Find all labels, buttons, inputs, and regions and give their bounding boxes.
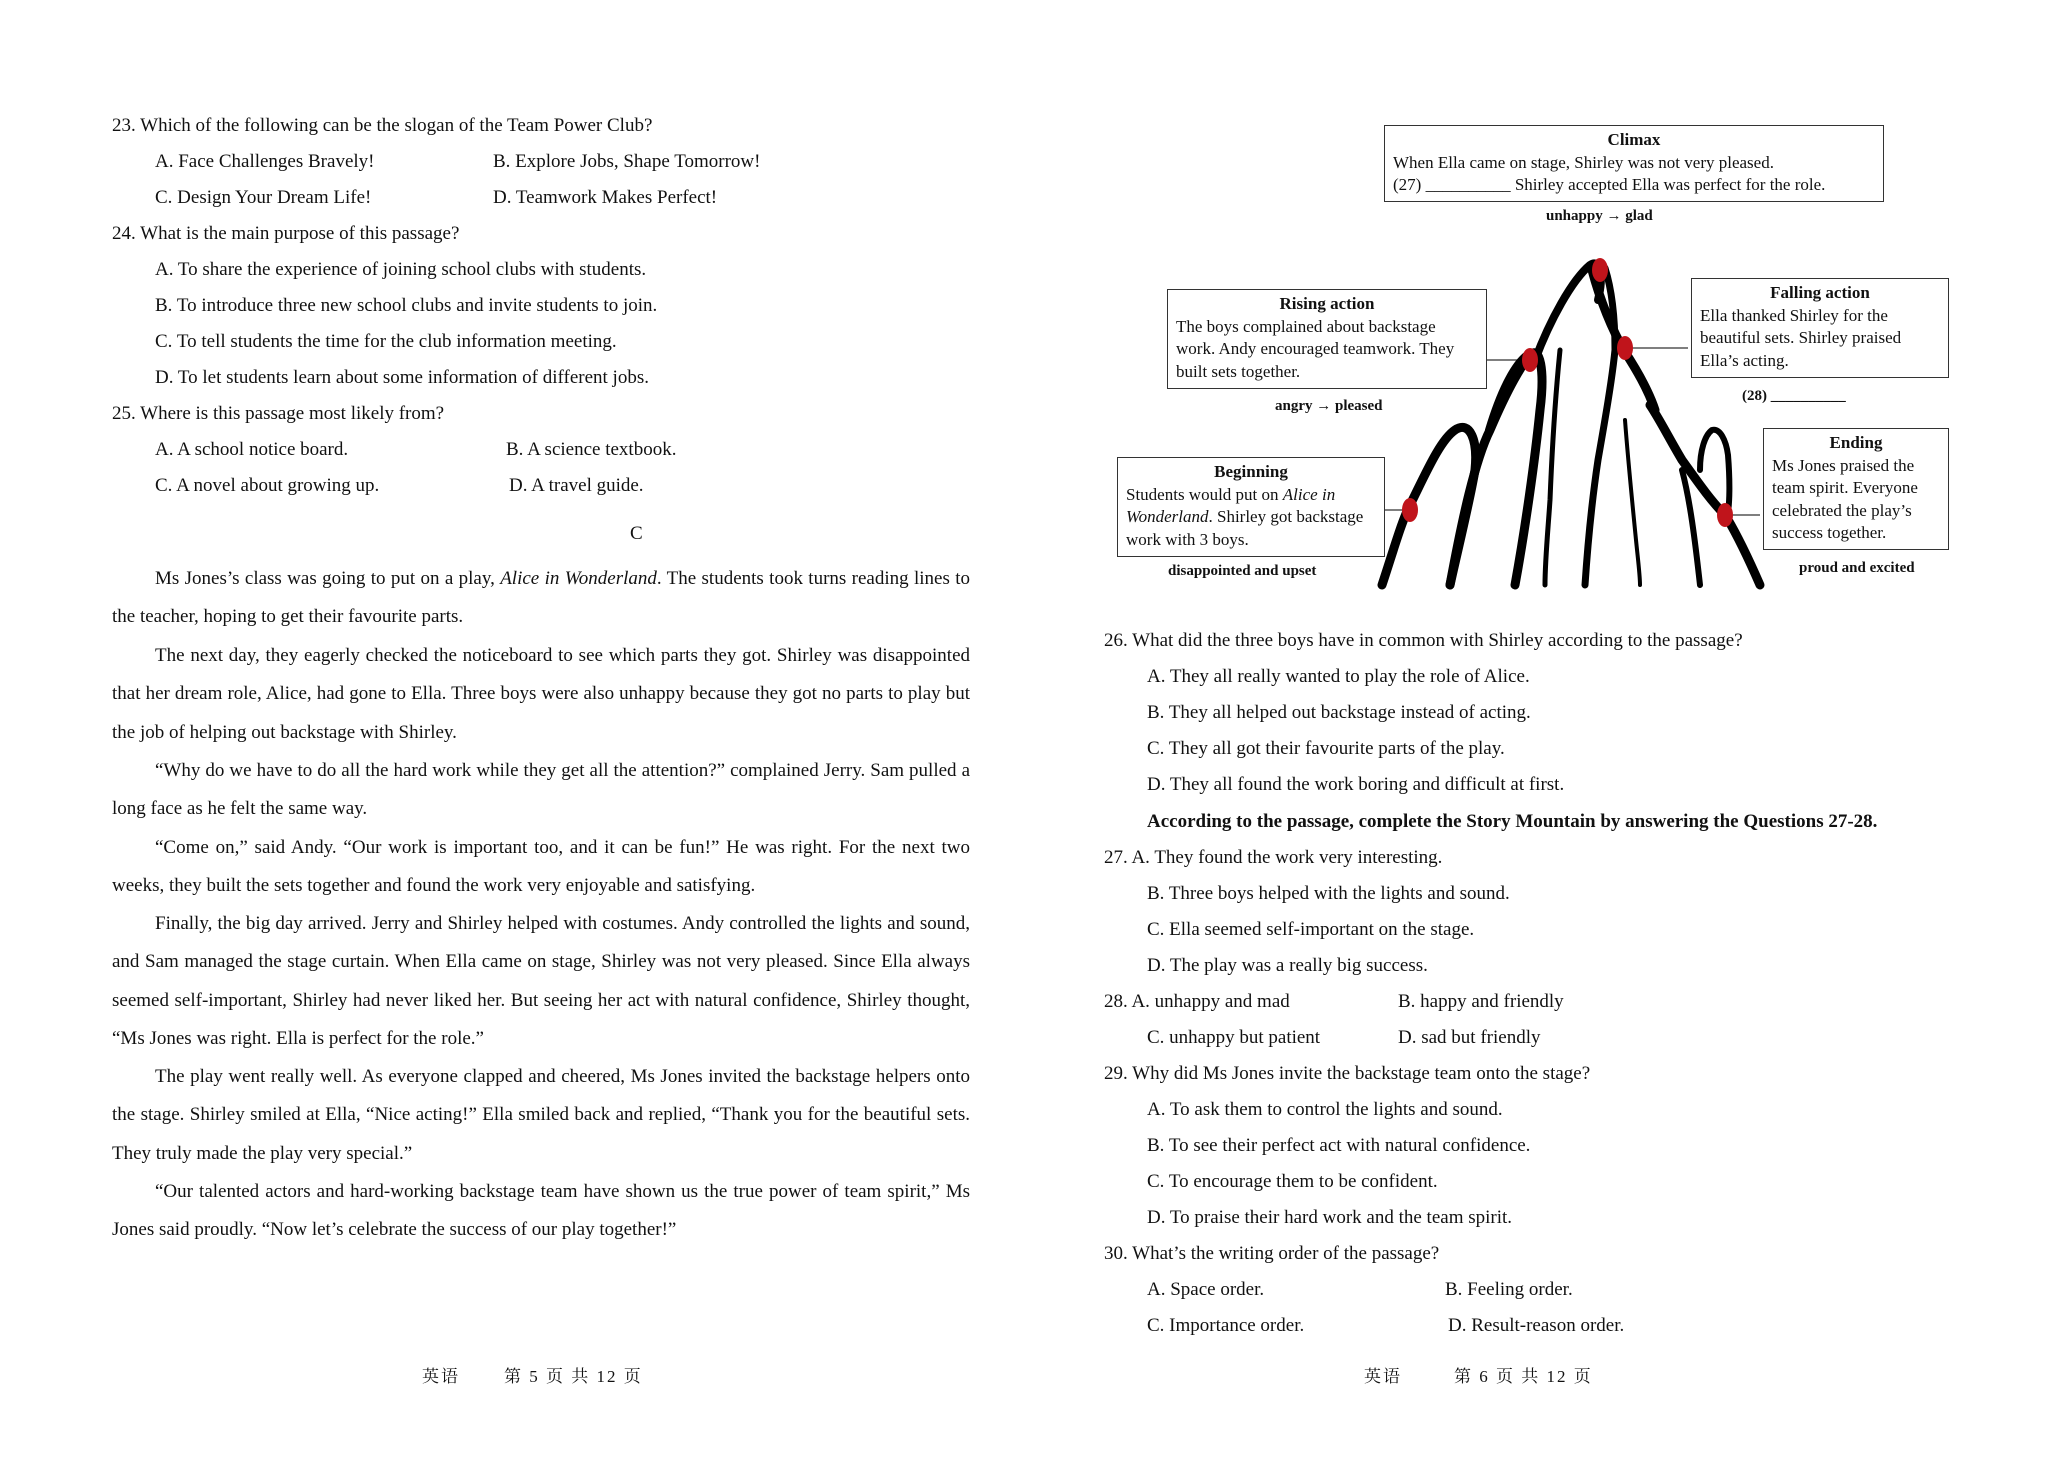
- footer-page-right: 第 6 页 共 12 页: [1454, 1367, 1593, 1386]
- falling-action-emotion: (28) __________: [1742, 388, 1846, 404]
- q27-option-c: C. Ella seemed self-important on the stage.: [1147, 919, 1475, 940]
- q23-option-a: A. Face Challenges Bravely!: [155, 151, 375, 172]
- section-letter: C: [630, 523, 643, 544]
- rising-action-box: [1167, 289, 1487, 389]
- play-title: Alice in Wonderland: [500, 568, 657, 589]
- ending-box: [1763, 428, 1949, 550]
- dot-climax: [1592, 258, 1608, 282]
- q27-option-d: D. The play was a really big success.: [1147, 955, 1428, 976]
- q26-option-c: C. They all got their favourite parts of the play.: [1147, 738, 1505, 759]
- q25-option-d: D. A travel guide.: [509, 475, 644, 496]
- climax-title: Climax: [1607, 130, 1661, 149]
- q23-option-b: B. Explore Jobs, Shape Tomorrow!: [493, 151, 761, 172]
- falling-action-box: [1691, 278, 1949, 378]
- dot-ending: [1717, 503, 1733, 527]
- q27-option-b: B. Three boys helped with the lights and sound.: [1147, 883, 1510, 904]
- q26-option-b: B. They all helped out backstage instead of acting.: [1147, 702, 1531, 723]
- q25-option-c: C. A novel about growing up.: [155, 475, 380, 496]
- ending-emotion: proud and excited: [1799, 560, 1915, 576]
- climax-line-1: When Ella came on stage, Shirley was not very pleased.: [1393, 152, 1774, 172]
- story-mountain-instruction: According to the passage, complete the Story Mountain by answering the Questions 27-28.: [1147, 811, 1878, 832]
- rising-action-emotion: angry → pleased: [1275, 398, 1383, 414]
- q28-option-b: B. happy and friendly: [1398, 991, 1564, 1012]
- footer-subject-left: 英语: [422, 1367, 460, 1386]
- q28-option-d: D. sad but friendly: [1398, 1027, 1541, 1048]
- falling-action-title: Falling action: [1770, 283, 1870, 302]
- dot-falling: [1617, 336, 1633, 360]
- q29-option-c: C. To encourage them to be confident.: [1147, 1171, 1438, 1192]
- question-30-stem: 30. What’s the writing order of the passage?: [1104, 1243, 1440, 1264]
- q30-option-c: C. Importance order.: [1147, 1315, 1305, 1336]
- footer-subject-right: 英语: [1364, 1367, 1402, 1386]
- passage-paragraph-2: The next day, they eagerly checked the noticeboard to see which parts they got. Shirley was disappointed that her dream role, Alice, had gone to Ella. Three boys were also unhappy because they got no parts to play but the job of helping out backstage with Shirley.: [112, 645, 970, 743]
- passage-paragraph-4: “Come on,” said Andy. “Our work is important too, and it can be fun!” He was right. For the next two weeks, they built the sets together and found the work very enjoyable and satisfying.: [112, 837, 970, 897]
- q24-option-a: A. To share the experience of joining school clubs with students.: [155, 259, 647, 280]
- passage-paragraph-3: “Why do we have to do all the hard work while they get all the attention?” complained Jerry. Sam pulled a long face as he felt the same way.: [112, 760, 970, 820]
- q25-option-b: B. A science textbook.: [506, 439, 677, 460]
- rising-action-text: The boys complained about backstage work. Andy encouraged teamwork. They built sets together.: [1176, 316, 1455, 381]
- q24-option-c: C. To tell students the time for the club information meeting.: [155, 331, 617, 352]
- climax-emotion: unhappy → glad: [1546, 208, 1653, 224]
- q23-option-c: C. Design Your Dream Life!: [155, 187, 372, 208]
- passage-paragraph-7: “Our talented actors and hard-working backstage team have shown us the true power of team spirit,” Ms Jones said proudly. “Now let’s celebrate the success of our play together!”: [112, 1181, 970, 1241]
- question-27-option-a: 27. A. They found the work very interesting.: [1104, 847, 1443, 868]
- q26-option-a: A. They all really wanted to play the role of Alice.: [1147, 666, 1530, 687]
- question-26-stem: 26. What did the three boys have in common with Shirley according to the passage?: [1104, 630, 1743, 651]
- question-29-stem: 29. Why did Ms Jones invite the backstage team onto the stage?: [1104, 1063, 1591, 1084]
- q30-option-a: A. Space order.: [1147, 1279, 1265, 1300]
- q29-option-d: D. To praise their hard work and the team spirit.: [1147, 1207, 1513, 1228]
- q23-option-d: D. Teamwork Makes Perfect!: [493, 187, 718, 208]
- dot-beginning: [1402, 498, 1418, 522]
- beginning-emotion: disappointed and upset: [1168, 563, 1317, 579]
- q29-option-b: B. To see their perfect act with natural confidence.: [1147, 1135, 1531, 1156]
- falling-action-text: Ella thanked Shirley for the beautiful sets. Shirley praised Ella’s acting.: [1700, 305, 1902, 370]
- q30-option-d: D. Result-reason order.: [1448, 1315, 1625, 1336]
- rising-action-title: Rising action: [1279, 294, 1375, 313]
- dot-rising: [1522, 348, 1538, 372]
- question-23-stem: 23. Which of the following can be the slogan of the Team Power Club?: [112, 115, 653, 136]
- ending-title: Ending: [1829, 433, 1883, 452]
- beginning-title: Beginning: [1214, 462, 1288, 481]
- climax-line-2: (27) __________ Shirley accepted Ella was perfect for the role.: [1393, 175, 1826, 194]
- q24-option-b: B. To introduce three new school clubs and invite students to join.: [155, 295, 658, 316]
- climax-box: [1384, 125, 1884, 202]
- ending-text: Ms Jones praised the team spirit. Everyone celebrated the play’s success together.: [1772, 455, 1918, 542]
- q24-option-d: D. To let students learn about some information of different jobs.: [155, 367, 649, 388]
- q30-option-b: B. Feeling order.: [1445, 1279, 1573, 1300]
- question-28-option-a: 28. A. unhappy and mad: [1104, 991, 1290, 1012]
- passage-paragraph-1: Ms Jones’s class was going to put on a play, Alice in Wonderland. The students took turns reading lines to the teacher, hoping to get their favourite parts.: [112, 568, 970, 628]
- beginning-box: [1117, 457, 1385, 557]
- question-25-stem: 25. Where is this passage most likely from?: [112, 403, 445, 424]
- q25-option-a: A. A school notice board.: [155, 439, 349, 460]
- footer-page-left: 第 5 页 共 12 页: [504, 1367, 643, 1386]
- passage-paragraph-5: Finally, the big day arrived. Jerry and Shirley helped with costumes. Andy controlled the lights and sound, and Sam managed the stage curtain. When Ella came on stage, Shirley was not very pleased. Since Ella always seemed self-important, Shirley had never liked her. But seeing her act with natural confidence, Shirley thought, “Ms Jones was right. Ella is perfect for the role.”: [112, 913, 970, 1049]
- beginning-text: Students would put on Alice in Wonderland. Shirley got backstage work with 3 boys.: [1126, 484, 1364, 549]
- passage-paragraph-6: The play went really well. As everyone clapped and cheered, Ms Jones invited the backstage helpers onto the stage. Shirley smiled at Ella, “Nice acting!” Ella smiled back and replied, “Thank you for the beautiful sets. They truly made the play very special.”: [112, 1066, 970, 1164]
- q28-option-c: C. unhappy but patient: [1147, 1027, 1321, 1048]
- q26-option-d: D. They all found the work boring and difficult at first.: [1147, 774, 1565, 795]
- q29-option-a: A. To ask them to control the lights and sound.: [1147, 1099, 1503, 1120]
- question-24-stem: 24. What is the main purpose of this passage?: [112, 223, 460, 244]
